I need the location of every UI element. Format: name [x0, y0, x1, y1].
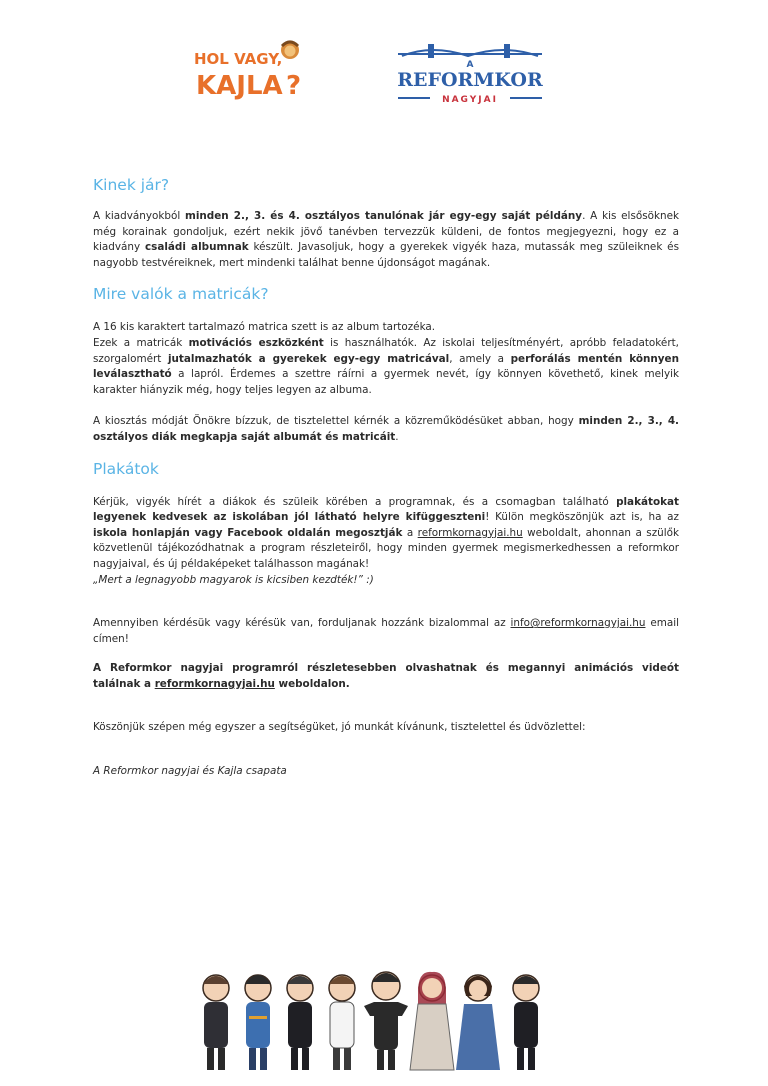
paragraph-contact: Amennyiben kérdésük vagy kérésük van, forduljanak hozzánk bizalommal az info@reformkornagyjai.hu email címen! [93, 617, 679, 645]
svg-text:KAJLA: KAJLA [196, 71, 283, 101]
hol-vagy-kajla-logo [190, 38, 310, 102]
character-8 [513, 975, 539, 1070]
reformkor-nagyjai-logo [392, 40, 548, 106]
heading-kinek-jar: Kinek jár? [93, 176, 170, 194]
character-5 [364, 972, 408, 1070]
character-1 [203, 975, 229, 1070]
website-link-2[interactable]: reformkornagyjai.hu [154, 677, 275, 690]
svg-text:NAGYJAI: NAGYJAI [442, 95, 498, 105]
motto-quote: „Mert a legnagyobb magyarok is kicsiben kezdték!” :) [93, 573, 374, 586]
character-6 [410, 972, 454, 1070]
character-2 [245, 975, 271, 1070]
heading-mire-valok-a-matricak: Mire valók a matricák? [93, 285, 269, 304]
paragraph-kinek-jar: A kiadványokból minden 2., 3. és 4. osztályos tanulónak jár egy-egy saját példány. A kis elsősöknek még korainak gondoljuk, ezért nekik jövő tanévben tervezzük küldeni, de fontos megjegyezni, hogy ez a kiadvány családi albumnak készült. Javasoljuk, hogy a gyerekek vigyék haza, mutassák meg szüleiknek és nagyobb testvéreiknek, mert mindenki találhat benne újdonságot magának. [93, 210, 679, 269]
website-link[interactable]: reformkornagyjai.hu [417, 526, 523, 539]
heading-plakatok: Plakátok [93, 459, 159, 478]
letter-body [93, 176, 679, 780]
paragraph-animacio: A Reformkor nagyjai programról részletesebben olvashatnak és megannyi animációs videót találnak a reformkornagyjai.hu weboldalon. [93, 662, 679, 690]
character-3 [287, 975, 313, 1070]
svg-text:REFORMKOR: REFORMKOR [397, 69, 543, 91]
cartoon-characters-illustration [196, 966, 558, 1076]
character-7 [456, 975, 500, 1070]
paragraph-thanks: Köszönjük szépen még egyszer a segítségüket, jó munkát kívánunk, tisztelettel és üdvözlettel: [93, 721, 586, 734]
svg-text:A: A [466, 60, 474, 70]
character-4 [329, 975, 355, 1070]
email-link[interactable]: info@reformkornagyjai.hu [510, 617, 646, 630]
svg-text:HOL VAGY,: HOL VAGY, [194, 50, 283, 68]
paragraph-kiosztas: A kiosztás módját Önökre bízzuk, de tisztelettel kérnék a közreműködésüket abban, hogy minden 2., 3., 4. osztályos diák megkapja saját albumát és matricáit. [93, 415, 679, 443]
svg-text:?: ? [286, 71, 302, 101]
signature: A Reformkor nagyjai és Kajla csapata [93, 765, 287, 778]
paragraph-matrica-szett: A 16 kis karaktert tartalmazó matrica szett is az album tartozéka. Ezek a matricák motivációs eszközként is használhatók. Az iskolai teljesítményért, apróbb feladatokért, szorgalomért jutalmazhatók a gyerekek egy-egy matricával, amely a perforálás mentén könnyen leválasztható a lapról. Érdemes a szettre ráírni a gyermek nevét, így könnyen követhető, kinek melyik karakter hiányzik még, hogy teljes legyen az albuma. [93, 321, 679, 396]
paragraph-plakatok: Kérjük, vigyék hírét a diákok és szüleik körében a programnak, és a csomagban található plakátokat legyenek kedvesek az iskolában jól látható helyre kifüggeszteni! Külön megköszönjük azt is, ha az iskola honlapján vagy Facebook oldalán megosztják a reformkornagyjai.hu weboldalt, ahonnan a szülők közvetlenül tájékozódhatnak a program részleteiről, hogy minden gyermek megismerkedhessen a reformkor nagyjaival, és új példaképeket találhasson magának! „Mert a legnagyobb magyarok is kicsiben kezdték!” :) [93, 495, 679, 586]
